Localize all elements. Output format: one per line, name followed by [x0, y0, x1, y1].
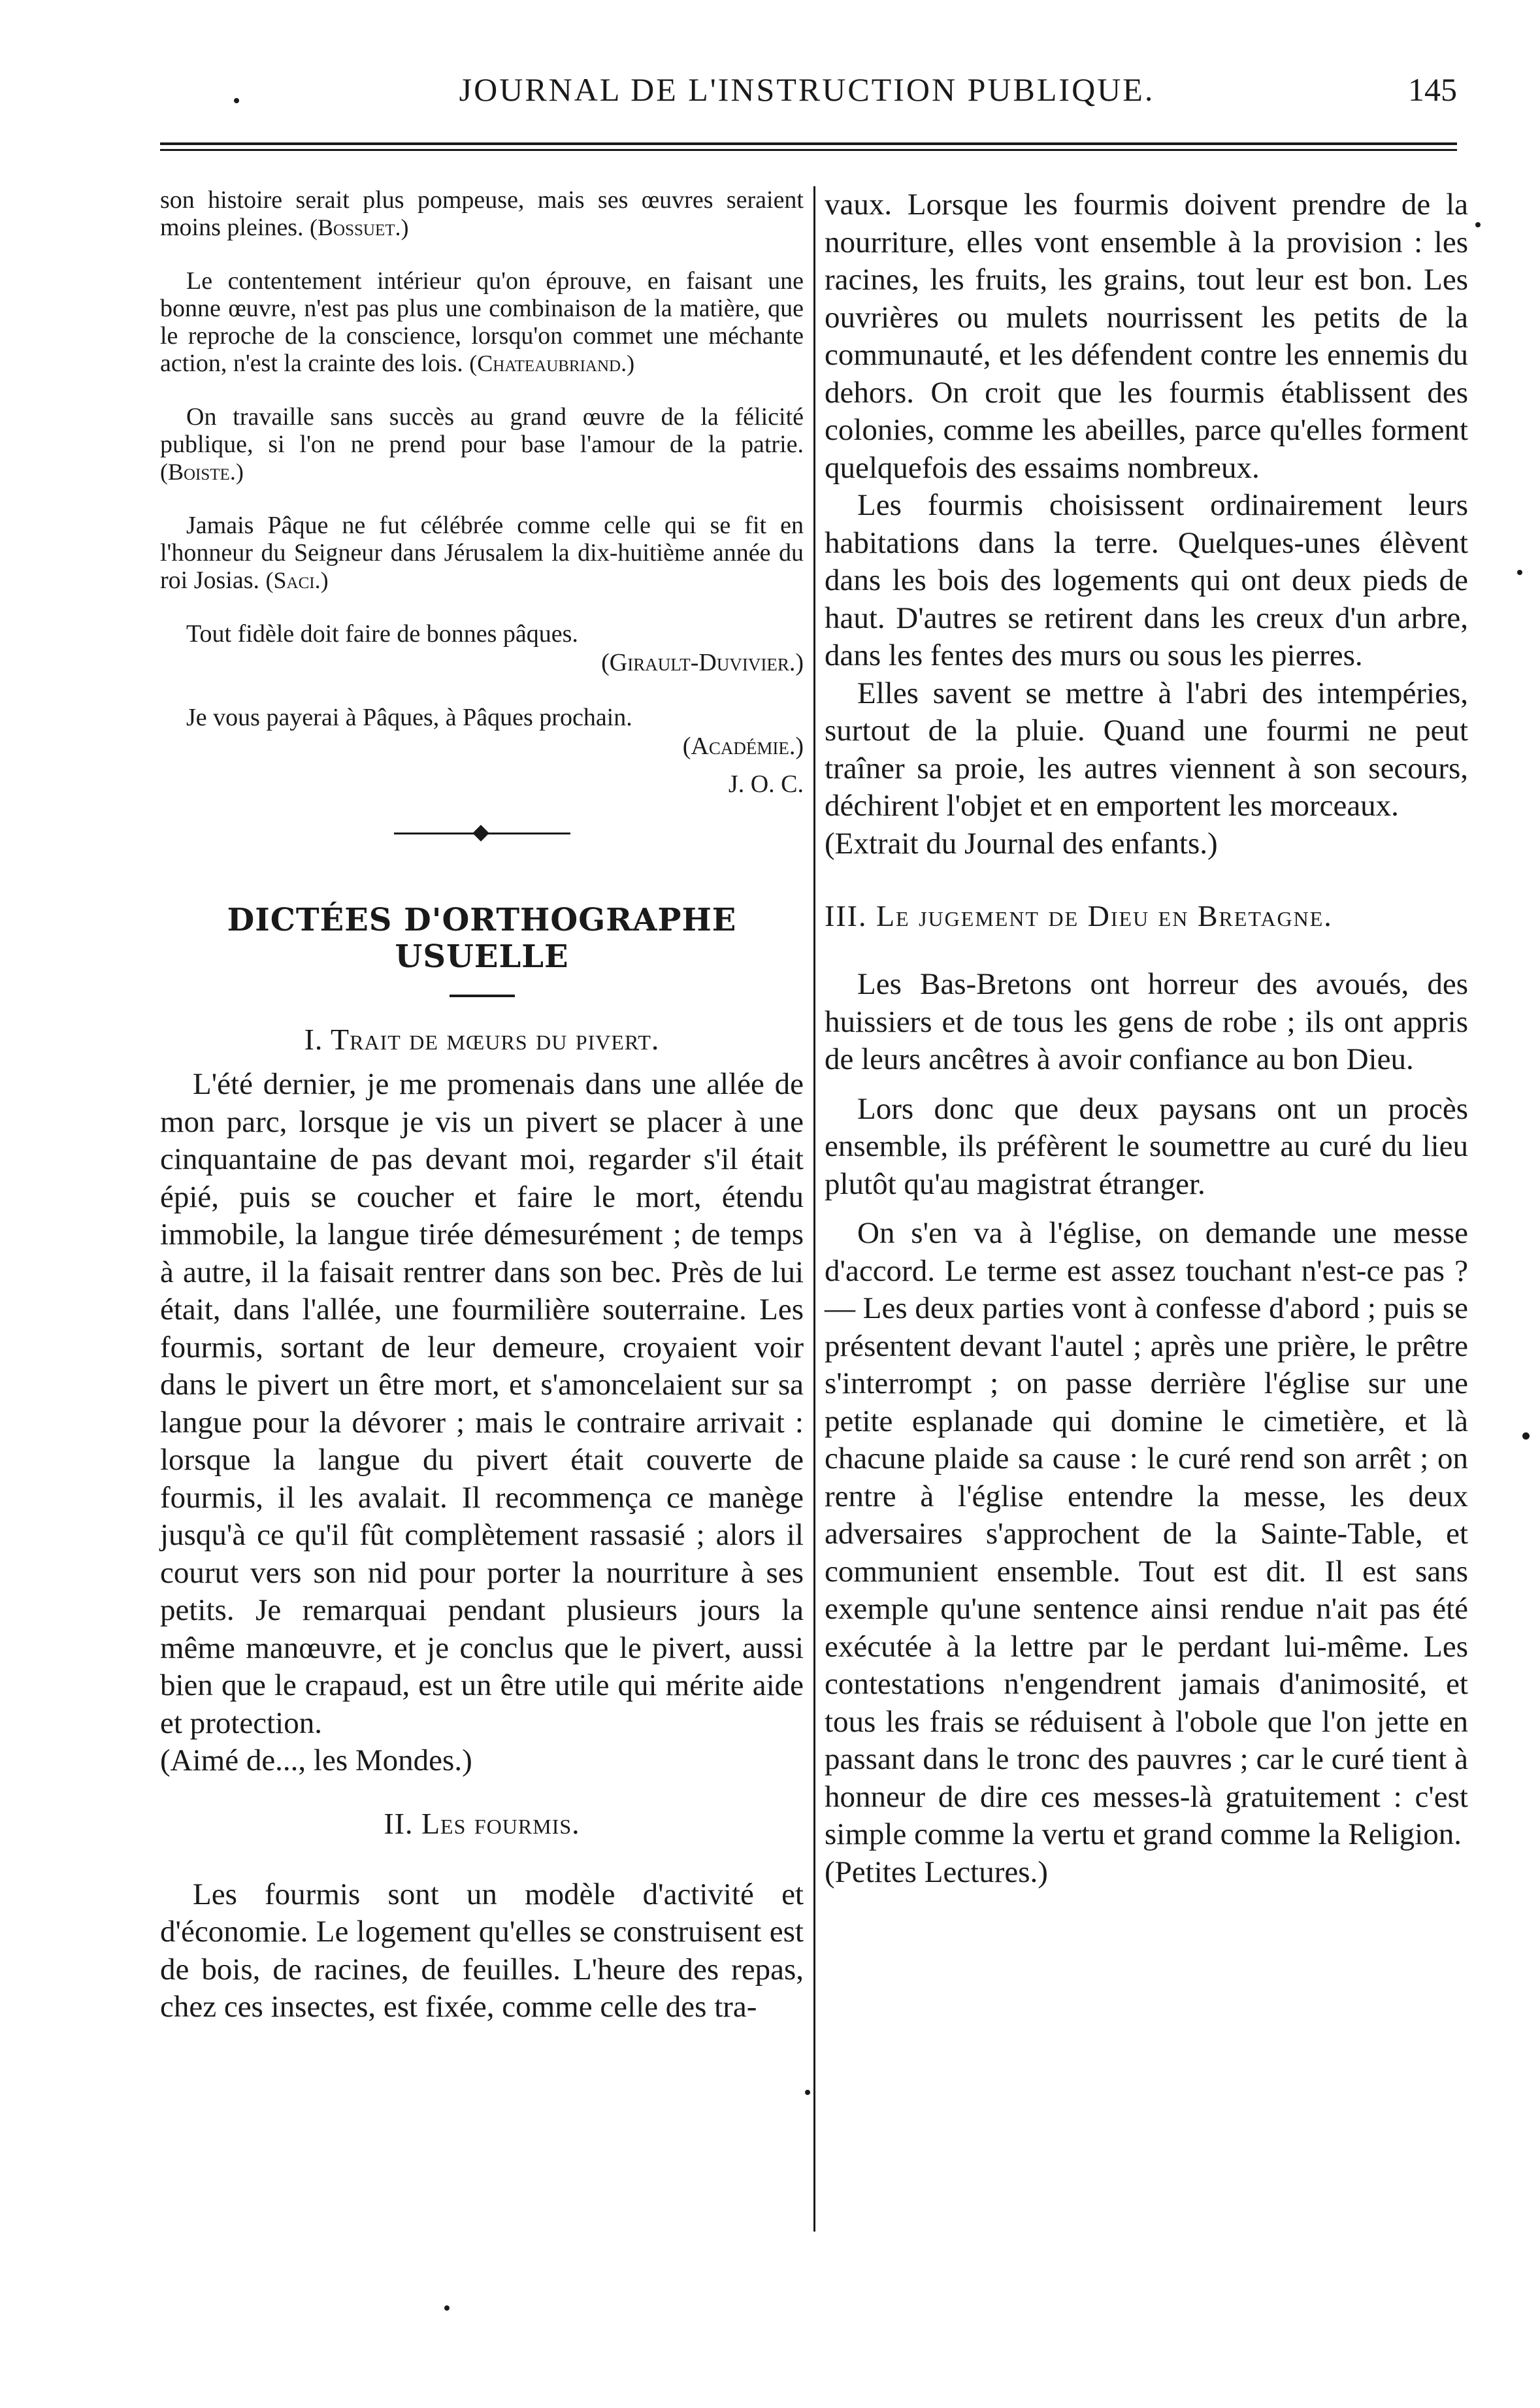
right-paragraph-3-source: (Extrait du Journal des enfants.)	[825, 826, 1218, 861]
quote-5-author: (Girault-Duvivier.)	[601, 649, 804, 676]
quote-3: On travaille sans succès au grand œuvre de la félicité publique, si l'on ne prend pour base l'amour de la patrie. (Boiste.)	[160, 403, 804, 485]
subsection-2-text: Les fourmis sont un modèle d'activité et d'économie. Le logement qu'elles se construisent est de bois, de racines, de feuilles. L'heure des repas, chez ces insectes, est fixée, comme celle des tra-	[160, 1877, 804, 2024]
quote-1: son histoire serait plus pompeuse, mais ses œuvres seraient moins pleines. (Bossuet.)	[160, 186, 804, 241]
right-paragraph-6-source: (Petites Lectures.)	[825, 1855, 1048, 1889]
right-paragraph-5: Lors donc que deux paysans ont un procès ensemble, ils préfèrent le soumettre au curé du lieu plutôt qu'au magistrat étranger.	[825, 1091, 1468, 1201]
subsection-1-title: I. Trait de mœurs du pivert.	[304, 1023, 660, 1056]
speck-mark	[234, 98, 239, 103]
header-rule-top	[160, 142, 1457, 145]
ornament-divider	[394, 827, 570, 840]
right-column	[825, 186, 1468, 1891]
signature: J. O. C.	[728, 770, 804, 798]
right-paragraph-1: vaux. Lorsque les fourmis doivent prendre de la nourriture, elles vont ensemble à la provision : les racines, les fruits, les grains, tout leur est bon. Les ouvrières ou mulets nourrissent les petits de la communauté, et les défendent contre les ennemis du dehors. On croit que les fourmis établissent des colonies, comme les abeilles, parce qu'elles forment quelquefois des essaims nombreux.	[825, 188, 1468, 485]
subsection-1-text: L'été dernier, je me promenais dans une allée de mon parc, lorsque je vis un pivert se placer à une cinquantaine de pas devant moi, regarder s'il était épié, puis se coucher et faire le mort, étendu immobile, la langue tirée démesurément ; de temps à autre, il la faisait rentrer dans son bec. Près de lui était, dans l'allée, une fourmilière souterraine. Les fourmis, sortant de leur demeure, croyaient voir dans le pivert un être mort, et s'amoncelaient sur sa langue pour la dévorer ; mais le contraire arrivait : lorsque la langue du pivert était couverte de fourmis, il les avalait. Il recommença ce manège jusqu'à ce qu'il fût complètement rassasié ; alors il courut vers son nid pour porter la nourriture à ses petits. Je remarquai pendant plusieurs jours la même manœuvre, et je conclus que le pivert, aussi bien que le crapaud, est un être utile qui mérite aide et protection.	[160, 1067, 804, 1740]
quote-5: Tout fidèle doit faire de bonnes pâques.	[186, 620, 578, 648]
right-paragraph-2: Les fourmis choisissent ordinairement leurs habitations dans la terre. Quelques-unes élèvent dans les bois des logements qui ont deux pieds de haut. D'autres se retirent dans les creux d'un arbre, dans les fentes des murs ou sous les pierres.	[825, 488, 1468, 672]
header-rule-bottom	[160, 149, 1457, 151]
section-rule	[450, 995, 515, 997]
subsection-3-title: III. Le jugement de Dieu en Bretagne.	[825, 899, 1333, 932]
speck-mark	[1522, 1432, 1530, 1440]
running-head	[157, 71, 1457, 116]
section-title: DICTÉES D'ORTHOGRAPHE USUELLE	[227, 902, 737, 975]
journal-title: JOURNAL DE L'INSTRUCTION PUBLIQUE.	[459, 71, 1155, 108]
speck-mark	[1475, 222, 1481, 227]
right-paragraph-4: Les Bas-Bretons ont horreur des avoués, des huissiers et de tous les gens de robe ; ils ont appris de leurs ancêtres à avoir confiance au bon Dieu.	[825, 967, 1468, 1076]
quote-6: Je vous payerai à Pâques, à Pâques prochain.	[186, 704, 632, 731]
speck-mark	[805, 2090, 810, 2095]
right-paragraph-3: Elles savent se mettre à l'abri des intempéries, surtout de la pluie. Quand une fourmi ne peut traîner sa proie, les autres viennent à son secours, déchirent l'objet et en emportent les morceaux.	[825, 676, 1468, 823]
subsection-2-title: II. Les fourmis.	[384, 1806, 580, 1840]
subsection-1-source: (Aimé de..., les Mondes.)	[160, 1743, 472, 1777]
column-divider	[813, 186, 815, 2232]
page-number: 145	[1408, 71, 1457, 108]
quote-2: Le contentement intérieur qu'on éprouve, en faisant une bonne œuvre, n'est pas plus une combinaison de la matière, que le reproche de la conscience, lorsqu'on commet une méchante action, n'est la crainte des lois. (Chateaubriand.)	[160, 267, 804, 377]
quote-4: Jamais Pâque ne fut célébrée comme celle qui se fit en l'honneur du Seigneur dans Jérusalem la dix-huitième année du roi Josias. (Saci.)	[160, 512, 804, 594]
right-paragraph-6: On s'en va à l'église, on demande une messe d'accord. Le terme est assez touchant n'est-ce pas ? — Les deux parties vont à confesse d'abord ; puis se présentent devant l'autel ; après une prière, le prêtre s'interrompt ; on passe derrière l'église sur une petite esplanade qui domine le cimetière, et là chacune plaide sa cause : le curé rend son arrêt ; on rentre à l'église entendre la messe, les deux adversaires s'approchent de la Sainte-Table, et communient ensemble. Tout est dit. Il est sans exemple qu'une sentence ainsi rendue n'ait pas été exécutée à la lettre par le perdant lui-même. Les contestations n'engendrent jamais d'animosité, et tous les frais se réduisent à l'obole que l'on jette en passant dans le tronc des pauvres ; car le curé tient à honneur de dire ces messes-là gratuitement : c'est simple comme la vertu et grand comme la Religion.	[825, 1216, 1468, 1851]
speck-mark	[1517, 570, 1522, 575]
speck-mark	[444, 2305, 450, 2311]
quote-6-author: (Académie.)	[682, 733, 804, 760]
left-column	[160, 186, 804, 2026]
